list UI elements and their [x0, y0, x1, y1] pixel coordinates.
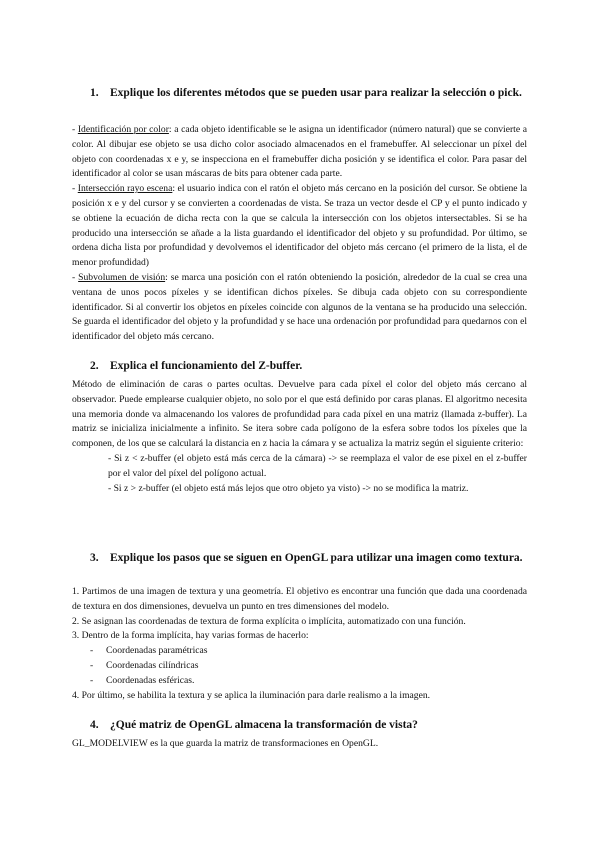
texture-form-item: - Coordenadas cilíndricas: [90, 659, 199, 671]
answer-2: [72, 378, 527, 496]
zbuffer-criterion-1: - Si z < z-buffer (el objeto está más cerca de la cámara) -> se reemplaza el valor de ese pixel en el z-buffer por el valor del píxel del polígono actual.: [108, 452, 527, 479]
question-text: Explica el funcionamiento del Z-buffer.: [110, 360, 303, 372]
method-color-id: - Identificación por color: a cada objeto identificable se le asigna un identificador (número natural) que se convierte a color. Al dibujar ese objeto se usa dicho color asociado almacenados en el framebuffer. Al seleccionar un píxel del objeto con coordenadas x e y, se inspecciona en el framebuffer dicha posición y se identifica el color. Para pasar del identificador al color se usan máscaras de bits para obtener cada parte.: [72, 124, 527, 180]
question-2-heading: [92, 359, 536, 374]
modelview-answer: GL_MODELVIEW es la que guarda la matriz de transformaciones en OpenGL.: [72, 738, 379, 749]
question-number: 4.: [90, 719, 99, 731]
term: Identificación por color: [77, 124, 169, 135]
answer-3: [72, 585, 527, 703]
texture-step-3: 3. Dentro de la forma implícita, hay varias formas de hacerlo:: [72, 630, 309, 642]
texture-step-2: 2. Se asignan las coordenadas de textura de forma explícita o implícita, automatizado con una función.: [72, 615, 466, 627]
texture-form-item: - Coordenadas esféricas.: [90, 674, 195, 686]
answer-1: [72, 123, 527, 345]
question-text: Explique los pasos que se siguen en OpenGL para utilizar una imagen como textura.: [110, 552, 523, 564]
texture-step-1: 1. Partimos de una imagen de textura y una geometría. El objetivo es encontrar una función que dada una coordenada de textura en dos dimensiones, devuelva un punto en tres dimensiones del modelo.: [72, 586, 527, 612]
zbuffer-paragraph: Método de eliminación de caras o partes ocultas. Devuelve para cada píxel el color del objeto más cercano al observador. Puede emplearse cualquier objeto, no solo por el que está definido por caras planas. El algoritmo necesita una memoria donde va almacenando los valores de profundidad para cada píxel en una matriz (llamada z-buffer). La matriz se inicializa inicialmente a infinito. Se itera sobre cada polígono de la esfera sobre todos los píxeles que la componen, de los que se calculará la distancia en z hacia la cámara y se actualiza la matriz según el siguiente criterio:: [72, 379, 527, 450]
term: Subvolumen de visión: [78, 271, 166, 283]
answer-4: [72, 737, 527, 752]
question-text: Explique los diferentes métodos que se pueden usar para realizar la selección o pick.: [110, 87, 522, 99]
question-number: 3.: [90, 552, 99, 564]
question-1-heading: [92, 86, 536, 101]
question-number: 1.: [90, 87, 99, 99]
question-4-heading: [92, 718, 536, 733]
term: Intersección rayo escena: [77, 183, 173, 195]
question-number: 2.: [90, 360, 99, 372]
question-3-heading: [92, 551, 536, 566]
method-ray-intersection: - Intersección rayo escena: el usuario indica con el ratón el objeto más cercano en la posición del cursor. Se obtiene la posición x e y del cursor y se convierten a coordenadas de vista. Se traza un vector desde el CP y el punto indicado y se obtiene la ecuación de dicha recta con la que se calcula la intersección con los objetos intersectables. Si se ha producido una intersección se añade a la lista guardando el identificador del objeto y su profundidad. Por último, se ordena dicha lista por profundidad y devolvemos el identificador del objeto más cercano (el primero de la lista, el de menor profundidad): [72, 183, 527, 269]
texture-form-item: - Coordenadas paramétricas: [90, 645, 208, 657]
question-text: ¿Qué matriz de OpenGL almacena la transformación de vista?: [110, 719, 418, 731]
texture-step-4: 4. Por último, se habilita la textura y se aplica la iluminación para darle realismo a la imagen.: [72, 689, 431, 701]
zbuffer-criterion-2: - Si z > z-buffer (el objeto está más lejos que otro objeto ya visto) -> no se modifica la matriz.: [108, 482, 469, 494]
method-subvolume: - Subvolumen de visión: se marca una posición con el ratón obteniendo la posición, alrededor de la cual se crea una ventana de unos pocos píxeles y se identifican dichos píxeles. Se dibuja cada objeto con su correspondiente identificador. Si al convertir los objetos en píxeles coincide con algunos de la ventana se ha producido una selección. Se guarda el identificador del objeto y la profundidad y se hace una ordenación por profundidad para quedarnos con el identificador del objeto más cercano.: [72, 271, 527, 343]
